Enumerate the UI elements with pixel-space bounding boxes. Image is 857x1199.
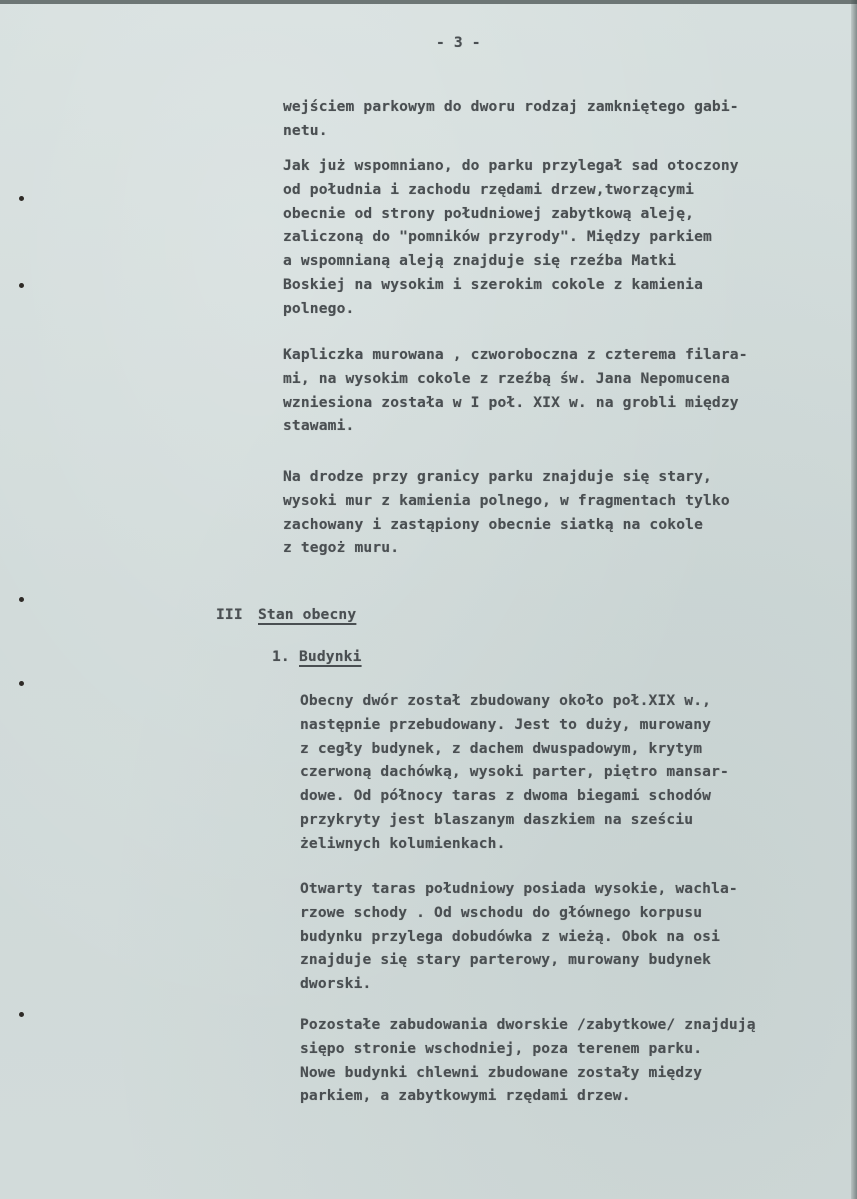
- text-line: Nowe budynki chlewni zbudowane zostały między: [300, 1063, 703, 1081]
- text-line: dworski.: [300, 975, 372, 993]
- text-line: wzniesiona została w I poł. XIX w. na grobli między: [283, 393, 739, 411]
- text-line: Otwarty taras południowy posiada wysokie, wachla-: [300, 880, 738, 897]
- subheading-number: 1.: [272, 648, 290, 665]
- text-line: dowe. Od północy taras z dwoma biegami schodów: [300, 787, 712, 805]
- punch-hole-2: [19, 283, 24, 288]
- text-line: Na drodze przy granicy parku znajduje się stary,: [283, 468, 712, 485]
- text-line: przykryty jest blaszanym daszkiem na sześciu: [300, 811, 694, 828]
- text-line: rzowe schody . Od wschodu do głównego korpusu: [300, 903, 703, 921]
- text-line: Boskiej na wysokim i szerokim cokole z kamienia: [283, 276, 704, 293]
- text-line: Kapliczka murowana , czworoboczna z czterema filara-: [283, 346, 748, 363]
- text-line: Jak już wspomniano, do parku przylegał sad otoczony: [283, 157, 739, 174]
- subheading-title: Budynki: [299, 648, 362, 665]
- text-line: od południa i zachodu rzędami drzew,tworzącymi: [283, 180, 695, 198]
- text-line: stawami.: [283, 417, 355, 435]
- text-line: obecnie od strony południowej zabytkową aleję,: [283, 204, 695, 222]
- punch-hole-3: [19, 597, 24, 602]
- text-line: z tegoż muru.: [283, 539, 400, 557]
- text-line: siępo stronie wschodniej, poza terenem parku.: [300, 1039, 703, 1057]
- text-line: zachowany i zastąpiony obecnie siatką na cokole: [283, 515, 704, 533]
- text-line: żeliwnych kolumienkach.: [300, 834, 506, 852]
- text-line: zaliczoną do "pomników przyrody". Między parkiem: [283, 228, 712, 246]
- heading-section-title: Stan obecny: [258, 606, 357, 623]
- text-line: netu.: [283, 121, 328, 139]
- text-line: wysoki mur z kamienia polnego, w fragmentach tylko: [283, 491, 730, 509]
- punch-hole-1: [19, 196, 24, 201]
- text-line: parkiem, a zabytkowymi rzędami drzew.: [300, 1087, 631, 1105]
- text-line: mi, na wysokim cokole z rzeźbą św. Jana Nepomucena: [283, 369, 730, 387]
- text-line: polnego.: [283, 299, 355, 317]
- punch-hole-5: [19, 1012, 24, 1017]
- text-line: budynku przylega dobudówka z wieżą. Obok na osi: [300, 927, 721, 945]
- text-line: znajduje się stary parterowy, murowany budynek: [300, 951, 712, 969]
- heading-section-number: III: [216, 606, 243, 623]
- text-line: czerwoną dachówką, wysoki parter, piętro mansar-: [300, 763, 729, 781]
- text-line: Pozostałe zabudowania dworskie /zabytkowe/ znajdują: [300, 1016, 756, 1033]
- text-line: a wspomnianą aleją znajduje się rzeźba Matki: [283, 252, 677, 270]
- text-line: następnie przebudowany. Jest to duży, murowany: [300, 715, 712, 733]
- text-line: z cegły budynek, z dachem dwuspadowym, krytym: [300, 739, 703, 757]
- text-line: Obecny dwór został zbudowany około poł.XIX w.,: [300, 692, 712, 709]
- page-number: - 3 -: [436, 34, 481, 51]
- punch-hole-4: [19, 681, 24, 686]
- text-line: wejściem parkowym do dworu rodzaj zamkniętego gabi-: [283, 98, 739, 115]
